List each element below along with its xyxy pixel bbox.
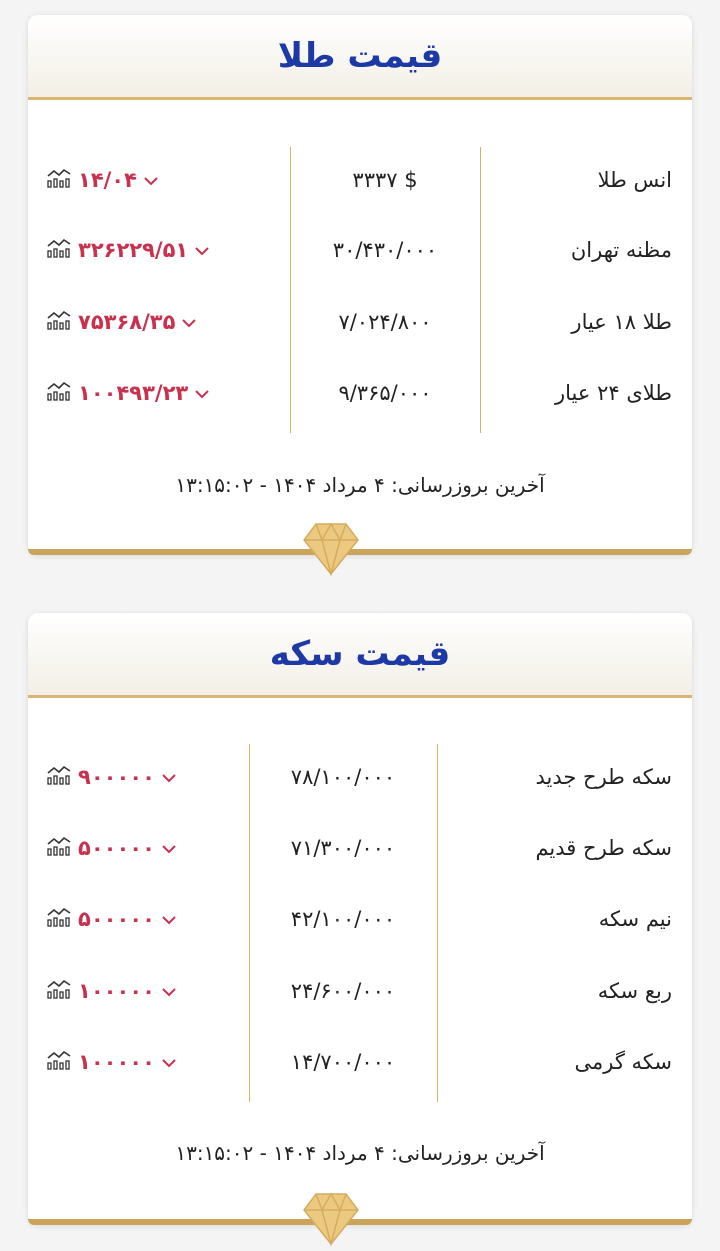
chart-icon[interactable] — [46, 381, 72, 405]
gold-price-card — [28, 15, 692, 555]
item-name: سکه طرح قدیم — [535, 836, 672, 860]
chevron-down-icon — [181, 313, 197, 332]
price-value: ۷۱/۳۰۰/۰۰۰ — [290, 836, 396, 860]
price-value: ۹/۳۶۵/۰۰۰ — [338, 381, 432, 405]
price-row[interactable] — [28, 971, 692, 1011]
item-name: طلا ۱۸ عیار — [571, 310, 672, 334]
change-cell — [46, 238, 210, 262]
last-updated: آخرین بروزرسانی: ۴ مرداد ۱۴۰۴ - ۱۳:۱۵:۰۲ — [175, 1141, 545, 1165]
price-row[interactable] — [28, 1042, 692, 1082]
item-name: سکه گرمی — [574, 1050, 672, 1074]
chart-icon[interactable] — [46, 168, 72, 192]
change-value: ۱۰۰۰۰۰ — [78, 1050, 155, 1074]
chevron-down-icon — [194, 384, 210, 403]
chart-icon[interactable] — [46, 979, 72, 1003]
change-cell — [46, 310, 197, 334]
chevron-down-icon — [194, 241, 210, 260]
item-name: ربع سکه — [597, 979, 672, 1003]
card-title: قیمت سکه — [269, 634, 451, 674]
price-row[interactable] — [28, 160, 692, 200]
change-value: ۹۰۰۰۰۰ — [78, 765, 155, 789]
price-value: ۳۳۳۷ $ — [352, 168, 418, 192]
item-name: نیم سکه — [598, 907, 672, 931]
item-name: مظنه تهران — [570, 238, 672, 262]
gold-bar — [28, 549, 692, 555]
diamond-icon — [302, 1190, 360, 1248]
price-value: ۲۴/۶۰۰/۰۰۰ — [290, 979, 396, 1003]
chart-icon[interactable] — [46, 836, 72, 860]
change-value: ۱۰۰۴۹۳/۲۳ — [78, 381, 189, 405]
item-name: سکه طرح جدید — [535, 765, 672, 789]
chevron-down-icon — [161, 910, 177, 929]
coin-price-card — [28, 613, 692, 1225]
price-row[interactable] — [28, 373, 692, 413]
price-row[interactable] — [28, 828, 692, 868]
chart-icon[interactable] — [46, 907, 72, 931]
price-value: ۷۸/۱۰۰/۰۰۰ — [290, 765, 396, 789]
chevron-down-icon — [161, 768, 177, 787]
price-value: ۳۰/۴۳۰/۰۰۰ — [332, 238, 438, 262]
price-value: ۱۴/۷۰۰/۰۰۰ — [290, 1050, 396, 1074]
price-row[interactable] — [28, 757, 692, 797]
change-value: ۷۵۳۶۸/۳۵ — [78, 310, 176, 334]
chart-icon[interactable] — [46, 1050, 72, 1074]
chevron-down-icon — [161, 982, 177, 1001]
price-row[interactable] — [28, 230, 692, 270]
item-name: انس طلا — [597, 168, 672, 192]
change-cell — [46, 907, 177, 931]
chevron-down-icon — [161, 839, 177, 858]
change-value: ۱۰۰۰۰۰ — [78, 979, 155, 1003]
gold-bar — [28, 1219, 692, 1225]
last-updated: آخرین بروزرسانی: ۴ مرداد ۱۴۰۴ - ۱۳:۱۵:۰۲ — [175, 473, 545, 497]
chevron-down-icon — [143, 171, 159, 190]
change-value: ۳۲۶۲۲۹/۵۱ — [78, 238, 189, 262]
change-cell — [46, 979, 177, 1003]
chevron-down-icon — [161, 1053, 177, 1072]
card-header — [28, 613, 692, 698]
change-cell — [46, 1050, 177, 1074]
change-value: ۱۴/۰۴ — [78, 168, 137, 192]
change-cell — [46, 381, 210, 405]
chart-icon[interactable] — [46, 310, 72, 334]
chart-icon[interactable] — [46, 765, 72, 789]
card-header — [28, 15, 692, 100]
change-value: ۵۰۰۰۰۰ — [78, 907, 155, 931]
change-cell — [46, 836, 177, 860]
diamond-icon — [302, 520, 360, 578]
change-value: ۵۰۰۰۰۰ — [78, 836, 155, 860]
card-title: قیمت طلا — [277, 36, 443, 76]
price-row[interactable] — [28, 899, 692, 939]
price-row[interactable] — [28, 302, 692, 342]
change-cell — [46, 765, 177, 789]
change-cell — [46, 168, 159, 192]
price-value: ۷/۰۲۴/۸۰۰ — [338, 310, 432, 334]
price-value: ۴۲/۱۰۰/۰۰۰ — [290, 907, 396, 931]
item-name: طلای ۲۴ عیار — [554, 381, 672, 405]
chart-icon[interactable] — [46, 238, 72, 262]
